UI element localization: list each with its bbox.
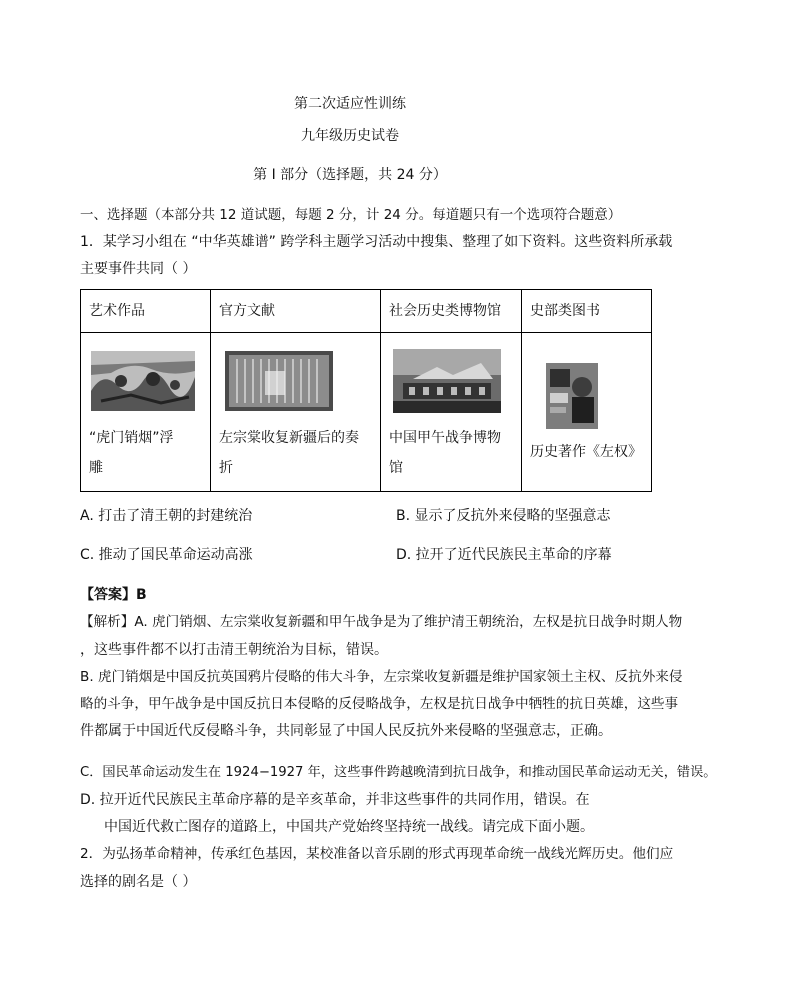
q2-stem-line1: 2．为弘扬革命精神，传承红色基因，某校准备以音乐剧的形式再现革命统一战线光辉历史。他们应 — [80, 846, 674, 862]
cell-art-works — [81, 333, 211, 492]
analysis-c-line1: C．国民革命运动发生在 1924−1927 年，这些事件跨越晚清到抗日战争，和推动国民革命运动无关，错误。 — [80, 765, 717, 780]
caption-doc-line2: 折 — [219, 460, 233, 476]
cell-history-books — [522, 333, 652, 492]
caption-museum-line2: 馆 — [389, 460, 403, 476]
exam-title: 第二次适应性训练 — [294, 96, 406, 112]
book-cover-image — [546, 363, 598, 429]
q1-answer: 【答案】B — [80, 587, 147, 603]
analysis-b-line3: 件都属于中国近代反侵略斗争，共同彰显了中国人民反抗外来侵略的坚强意志，正确。 — [80, 723, 612, 739]
part-heading: 第 I 部分（选择题，共 24 分） — [253, 167, 447, 183]
q2-stem-line2: 选择的剧名是（ ） — [80, 874, 197, 890]
header-history-books: 史部类图书 — [522, 290, 652, 333]
q1-option-d[interactable]: D. 拉开了近代民族民主革命的序幕 — [396, 547, 612, 563]
header-history-museum: 社会历史类博物馆 — [381, 290, 522, 333]
caption-doc-line1: 左宗棠收复新疆后的奏 — [219, 430, 359, 446]
caption-book: 历史著作《左权》 — [530, 444, 642, 460]
caption-art-line1: “虎门销烟”浮 — [89, 430, 174, 446]
relief-image — [91, 351, 195, 411]
analysis-a-line2: ，这些事件都不以打击清王朝统治为目标，错误。 — [80, 642, 388, 658]
caption-art-line2: 雕 — [89, 460, 103, 476]
analysis-d-line2: 中国近代救亡图存的道路上，中国共产党始终坚持统一战线。请完成下面小题。 — [104, 819, 594, 835]
section-heading: 一、选择题（本部分共 12 道试题，每题 2 分，计 24 分。每道题只有一个选项符合题意） — [80, 207, 622, 223]
analysis-a-line1: 【解析】A. 虎门销烟、左宗棠收复新疆和甲午战争是为了维护清王朝统治，左权是抗日战争时期人物 — [80, 614, 683, 630]
materials-table — [80, 289, 652, 492]
q1-option-b[interactable]: B. 显示了反抗外来侵略的坚强意志 — [396, 508, 611, 524]
museum-photo-image — [393, 349, 501, 413]
memorial-document-image — [225, 351, 333, 411]
caption-museum-line1: 中国甲午战争博物 — [389, 430, 501, 446]
exam-subtitle: 九年级历史试卷 — [301, 128, 399, 144]
header-art-works: 艺术作品 — [81, 290, 211, 333]
q1-option-a[interactable]: A. 打击了清王朝的封建统治 — [80, 508, 253, 524]
header-official-documents: 官方文献 — [211, 290, 381, 333]
analysis-d-line1: D. 拉开近代民族民主革命序幕的是辛亥革命，并非这些事件的共同作用，错误。在 — [80, 792, 590, 808]
analysis-b-line2: 略的斗争，甲午战争是中国反抗日本侵略的反侵略战争，左权是抗日战争中牺牲的抗日英雄，这些事 — [80, 696, 679, 712]
cell-history-museum — [381, 333, 522, 492]
table-header-row — [81, 290, 652, 333]
q1-option-c[interactable]: C. 推动了国民革命运动高涨 — [80, 547, 253, 563]
q1-stem-line1: 1．某学习小组在 “中华英雄谱” 跨学科主题学习活动中搜集、整理了如下资料。这些资料所承载 — [80, 234, 673, 250]
cell-official-documents — [211, 333, 381, 492]
q1-stem-line2: 主要事件共同（ ） — [80, 261, 197, 277]
analysis-b-line1: B. 虎门销烟是中国反抗英国鸦片侵略的伟大斗争，左宗棠收复新疆是维护国家领土主权、反抗外来侵 — [80, 669, 683, 685]
table-row — [81, 333, 652, 492]
